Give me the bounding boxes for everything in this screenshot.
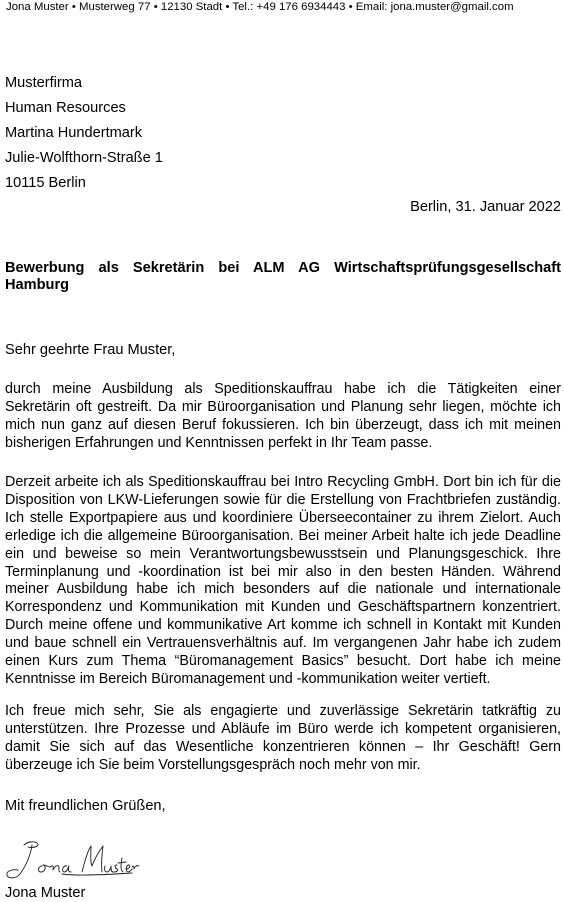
body-paragraph-3: Ich freue mich sehr, Sie als engagierte und zuverlässige Sekretärin tatkräftig zu unterstützen. Ihre Prozesse und Abläufe im Büro werde ich kompetent organisieren, damit Sie sich auf das Wesentliche konzentrieren können – Ihr Geschäft! Gern überzeuge ich Sie beim Vorstellungsgespräch noch mehr von mir. (5, 703, 561, 773)
letter-date: Berlin, 31. Januar 2022 (410, 199, 561, 215)
body-paragraph-1: durch meine Ausbildung als Speditionskauffrau habe ich die Tätigkeiten einer Sekretärin oft gestreift. Da mir Büroorganisation und Planung sehr liegen, möchte ich mich nun ganz auf diesen Beruf fokussieren. Ich bin überzeugt, dass ich mit meinen bisherigen Erfahrungen und Kenntnissen perfekt in Ihr Team passe. (5, 381, 561, 451)
salutation: Sehr geehrte Frau Muster, (5, 342, 176, 358)
letter-subject: Bewerbung als Sekretärin bei ALM AG Wirtschaftsprüfungsgesellschaft Hamburg (5, 260, 561, 293)
recipient-city: 10115 Berlin (5, 175, 86, 191)
closing-phrase: Mit freundlichen Grüßen, (5, 798, 166, 814)
body-paragraph-2: Derzeit arbeite ich als Speditionskauffrau bei Intro Recycling GmbH. Dort bin ich für die Disposition von LKW-Lieferungen sowie für die Erstellung von Frachtbriefen zuständig. Ich stelle Exportpapiere aus und koordiniere Überseecontainer zu ihrem Zielort. Auch erledige ich die allgemeine Büroorganisation. Bei meiner Arbeit halte ich jede Deadline ein und beweise so mein Verantwortungsbewusstsein und Planungsgeschick. Ihre Terminplanung und -koordination ist bei mir also in den besten Händen. Während meiner Ausbildung habe ich mich besonders auf die nationale und internationale Korrespondenz und Kommunikation mit Kunden und Geschäftspartnern konzentriert. Durch meine offene und kommunikative Art komme ich schnell in Kontakt mit Kunden und baue schnell ein Vertrauensverhältnis auf. Im vergangenen Jahr habe ich zudem einen Kurs zum Thema “Büromanagement Basics” besucht. Dort habe ich meine Kenntnisse im Bereich Büromanagement und -kommunikation weiter vertieft. (5, 474, 561, 687)
recipient-contact-name: Martina Hundertmark (5, 125, 143, 141)
sender-address-line: Jona Muster • Musterweg 77 • 12130 Stadt • Tel.: +49 176 6934443 • Email: jona.muster@gmail.com (6, 1, 514, 13)
recipient-street: Julie-Wolfthorn-Straße 1 (5, 150, 163, 166)
recipient-address-block (5, 71, 163, 196)
handwritten-signature (2, 836, 142, 882)
recipient-department: Human Resources (5, 100, 126, 116)
signer-name: Jona Muster (5, 885, 86, 901)
recipient-company: Musterfirma (5, 75, 83, 91)
